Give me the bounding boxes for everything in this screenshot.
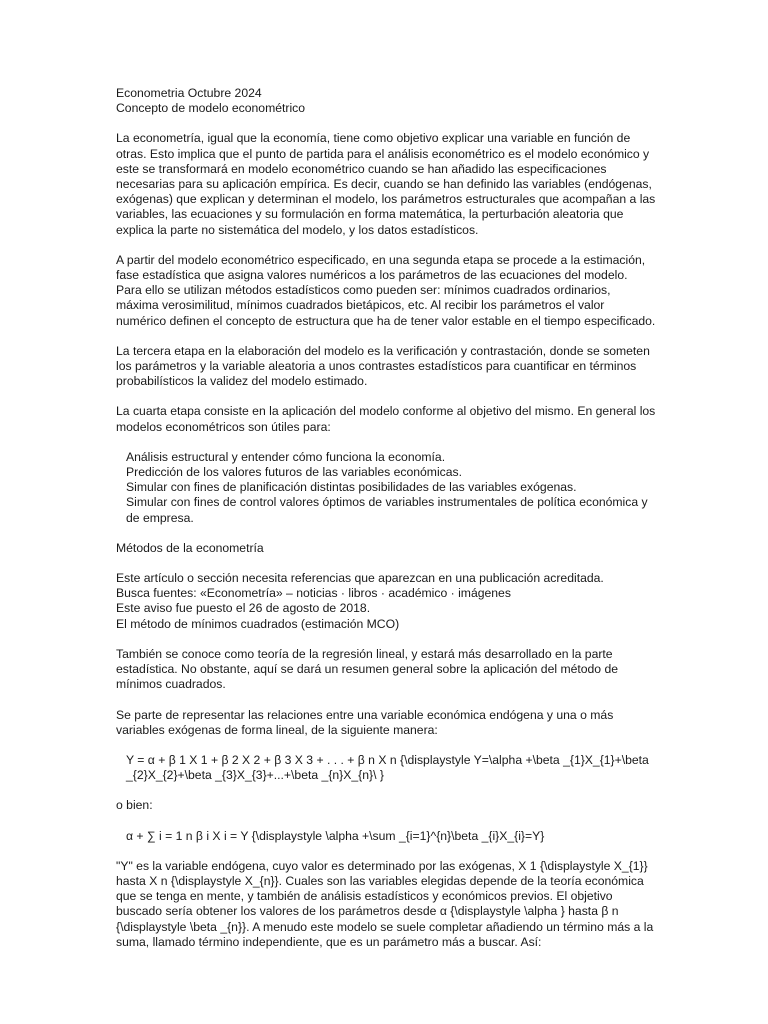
paragraph-endogenous: "Y" es la variable endógena, cuyo valor es determinado por las exógenas, X 1 {\displaystyle X_{1}} hasta X n {\displaystyle X_{n}}. Cuales son las variables elegidas depende de la teoría económica que se tenga en mente, y también de análisis estadísticos y económicos previos. El objetivo buscado sería obtener los valores de los parámetros desde α {\displaystyle \alpha } hasta β n {\displaystyle \beta _{n}}. A menudo este modelo se suele completar añadiendo un término más a la suma, llamado término independiente, que es un parámetro más a buscar. Así: xyxy=(116,858,654,949)
document-page xyxy=(116,86,656,965)
paragraph-verification: La tercera etapa en la elaboración del modelo es la verificación y contrastación, donde se someten los parámetros y la variable aleatoria a unos contrastes estadísticos para cuantificar en términos probabilísticos la validez del modelo estimado. xyxy=(116,343,650,389)
references-notice xyxy=(116,571,656,632)
list-item: Predicción de los valores futuros de las variables económicas. xyxy=(126,465,463,480)
paragraph-estimation: A partir del modelo econométrico especificado, en una segunda etapa se procede a la estimación, fase estadística que asigna valores numéricos a los parámetros de las ecuaciones del modelo. Para ello se utilizan métodos estadísticos como pueden ser: mínimos cuadrados ordinarios, máxima verosimilitud, mínimos cuadrados bietápicos, etc. Al recibir los parámetros el valor numérico definen el concepto de estructura que ha de tener valor estable en el tiempo especificado. xyxy=(116,252,656,328)
list-item: Simular con fines de planificación distintas posibilidades de las variables exógenas. xyxy=(126,480,577,495)
section-heading-methods: Métodos de la econometría xyxy=(116,540,264,555)
paragraph-linear-form: Se parte de representar las relaciones entre una variable económica endógena y una o más variables exógenas de forma lineal, de la siguiente manera: xyxy=(116,707,614,737)
text-o-bien: o bien: xyxy=(116,798,153,813)
paragraph-regression: También se conoce como teoría de la regresión lineal, y estará más desarrollado en la parte estadística. No obstante, aquí se dará un resumen general sobre la aplicación del método de mínimos cuadrados. xyxy=(116,646,619,692)
notice-line: Este aviso fue puesto el 26 de agosto de 2018. xyxy=(116,601,371,616)
formula-sum-model: α + ∑ i = 1 n β i X i = Y {\displaystyle \alpha +\sum _{i=1}^{n}\beta _{i}X_{i}=Y} xyxy=(126,828,545,843)
paragraph-intro: La econometría, igual que la economía, tiene como objetivo explicar una variable en función de otras. Esto implica que el punto de partida para el análisis econométrico es el modelo económico y este se transformará en modelo econométrico cuando se han añadido las especificaciones necesarias para su aplicación empírica. Es decir, cuando se han definido las variables (endógenas, exógenas) que explican y determinan el modelo, los parámetros estructurales que acompañan a las variables, las ecuaciones y su formulación en forma matemática, la perturbación aleatoria que explica la parte no sistemática del modelo, y los datos estadísticos. xyxy=(116,131,656,237)
uses-list xyxy=(116,450,656,526)
notice-line: Este artículo o sección necesita referencias que aparezcan en una publicación acreditada. xyxy=(116,571,604,586)
notice-line: El método de mínimos cuadrados (estimación MCO) xyxy=(116,616,400,631)
list-item: Análisis estructural y entender cómo funciona la economía. xyxy=(126,449,446,464)
list-item: Simular con fines de control valores óptimos de variables instrumentales de política económica y de empresa. xyxy=(126,495,648,525)
notice-line: Busca fuentes: «Econometría» – noticias · libros · académico · imágenes xyxy=(116,586,511,601)
paragraph-application: La cuarta etapa consiste en la aplicación del modelo conforme al objetivo del mismo. En general los modelos econométricos son útiles para: xyxy=(116,404,656,434)
document-title: Econometria Octubre 2024 xyxy=(116,86,262,100)
section-heading-concept: Concepto de modelo econométrico xyxy=(116,101,306,116)
formula-linear-model: Y = α + β 1 X 1 + β 2 X 2 + β 3 X 3 + . . . + β n X n {\displaystyle Y=\alpha +\beta _{1}X_{1}+\beta _{2}X_{2}+\beta _{3}X_{3}+...+\beta _{n}X_{n}\ } xyxy=(126,752,649,783)
